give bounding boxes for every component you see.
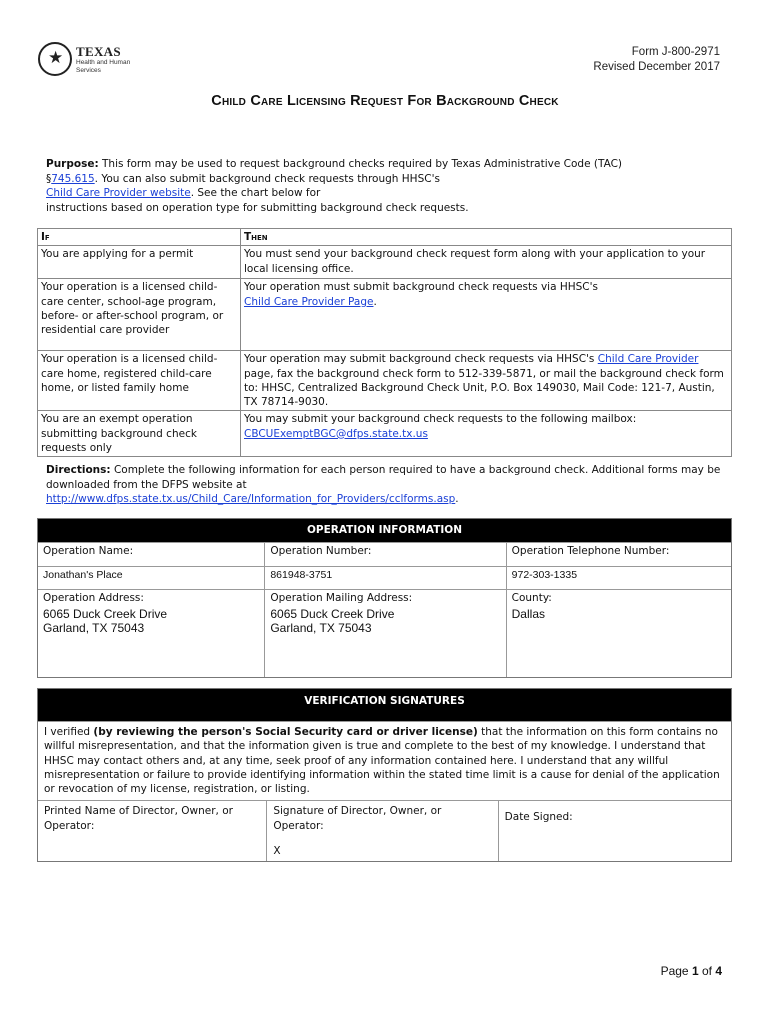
operation-number-field[interactable]: 861948-3751 (265, 566, 506, 589)
operation-address-line2[interactable]: Garland, TX 75043 (43, 621, 145, 635)
mailing-address-line1[interactable]: 6065 Duck Creek Drive (270, 607, 395, 621)
signature-label: Signature of Director, Owner, or Operator: (273, 805, 442, 832)
operation-phone-label: Operation Telephone Number: (507, 542, 731, 566)
county-label: County: (511, 592, 552, 604)
signature-row (38, 800, 731, 861)
form-identifier (593, 45, 720, 75)
texas-seal-icon (38, 42, 72, 76)
chart-then-cell: You may submit your background check requests to the following mailbox: CBCUExemptBGC@dfps.state.tx.us (241, 411, 732, 457)
chart-then-cell: Your operation must submit background check requests via HHSC's Child Care Provider Page. (241, 279, 732, 351)
county-field[interactable]: Dallas (511, 607, 545, 621)
operation-address-row (38, 589, 731, 677)
operation-address-cell (38, 589, 265, 677)
verification-heading: VERIFICATION SIGNATURES (38, 689, 731, 721)
mailing-address-label: Operation Mailing Address: (270, 592, 413, 604)
date-signed-cell[interactable] (499, 801, 731, 861)
signature-mark: X (273, 845, 281, 858)
county-cell (507, 589, 731, 677)
operation-number-label: Operation Number: (265, 542, 506, 566)
directions-paragraph: Directions: Complete the following information for each person required to have a background check. Additional forms may be downloaded from the DFPS website at http://www.dfps.state.tx.us/Child_Care/Information_for_Providers/cclforms.asp. (46, 464, 721, 505)
operation-values-row (38, 566, 731, 589)
dfps-forms-link[interactable]: http://www.dfps.state.tx.us/Child_Care/Information_for_Providers/cclforms.asp (46, 493, 456, 505)
exempt-email-link[interactable]: CBCUExemptBGC@dfps.state.tx.us (244, 427, 428, 440)
chart-if-cell: You are an exempt operation submitting background check requests only (38, 411, 241, 457)
provider-website-link[interactable]: Child Care Provider website (46, 187, 191, 199)
chart-row (38, 246, 732, 279)
purpose-text-3: . See the chart below for (190, 187, 321, 199)
operation-address-label: Operation Address: (43, 592, 144, 604)
printed-name-cell[interactable] (38, 801, 267, 861)
signature-cell[interactable] (267, 801, 498, 861)
verification-emphasis: (by reviewing the person's Social Security card or driver license) (93, 726, 478, 738)
chart-header-row (38, 229, 732, 246)
page-number: Page 1 of 4 (660, 964, 722, 978)
logo-subtitle-1: Health and Human (76, 59, 131, 66)
form-number: Form J-800-2971 (631, 46, 720, 58)
hhsc-logo (38, 42, 138, 82)
operation-information-section (37, 518, 732, 678)
operation-name-label: Operation Name: (38, 542, 265, 566)
operation-phone-field[interactable]: 972-303-1335 (507, 566, 731, 589)
directions-text: Complete the following information for each person required to have a background check. Additional forms may be downloaded from the DFPS website at (46, 464, 721, 491)
chart-then-cell: Your operation may submit background check requests via HHSC's Child Care Provider page, fax the background check form to 512-339-5871, or mail the background check form to: HHSC, Centralized Background Check Unit, P.O. Box 149030, Mail Code: 121-7, Austin, TX 78714-9030. (241, 351, 732, 411)
operation-labels-row (38, 542, 731, 566)
chart-if-cell: Your operation is a licensed child-care home, registered child-care home, or listed family home (38, 351, 241, 411)
submission-chart (37, 228, 732, 457)
form-revised-date: Revised December 2017 (593, 61, 720, 73)
chart-then-cell: You must send your background check request form along with your application to your local licensing office. (241, 246, 732, 279)
verification-statement: I verified (by reviewing the person's Social Security card or driver license) that the information on this form contains no willful misrepresentation, and that the information given is true and complete to the best of my knowledge. I understand that HHSC may contact others and, at any time, seek proof of any information contained here. I understand that any willful misrepresentation or failure to provide identifying information within the stated time limit is a cause for denial of the application or revocation of my license, registration, or listing. (38, 721, 731, 800)
date-signed-label: Date Signed: (504, 811, 573, 824)
page-title: Child Care Licensing Request For Background Check (211, 93, 559, 109)
logo-brand: TEXAS (76, 44, 121, 59)
verification-signatures-section (37, 688, 732, 862)
mailing-address-cell (265, 589, 506, 677)
operation-information-heading: OPERATION INFORMATION (38, 519, 731, 542)
logo-subtitle-2: Services (76, 67, 101, 74)
purpose-label: Purpose: (46, 158, 99, 170)
provider-link[interactable]: Child Care Provider (597, 353, 699, 366)
chart-header-if: If (38, 229, 241, 246)
page-current: 1 (691, 964, 699, 978)
mailing-address-line2[interactable]: Garland, TX 75043 (270, 621, 372, 635)
chart-row (38, 351, 732, 411)
purpose-text-1: This form may be used to request background checks required by Texas Administrative Code (TAC) (98, 158, 623, 170)
chart-if-cell: You are applying for a permit (38, 246, 241, 279)
page-total: 4 (715, 964, 722, 978)
tac-section-link[interactable]: 745.615 (51, 172, 95, 185)
purpose-text-2: . You can also submit background check requests through HHSC's (94, 172, 440, 185)
chart-row (38, 411, 732, 457)
section-prefix: § (46, 172, 52, 185)
chart-if-cell: Your operation is a licensed child-care center, school-age program, before- or after-school program, or residential care provider (38, 279, 241, 351)
directions-label: Directions: (46, 464, 111, 476)
operation-name-field[interactable]: Jonathan's Place (38, 566, 265, 589)
purpose-text-4: instructions based on operation type for submitting background check requests. (46, 201, 469, 214)
provider-page-link[interactable]: Child Care Provider Page (244, 295, 374, 308)
operation-address-line1[interactable]: 6065 Duck Creek Drive (43, 607, 168, 621)
chart-header-then: Then (241, 229, 732, 246)
purpose-paragraph (46, 157, 736, 215)
printed-name-label: Printed Name of Director, Owner, or Operator: (44, 805, 233, 832)
chart-row (38, 279, 732, 351)
